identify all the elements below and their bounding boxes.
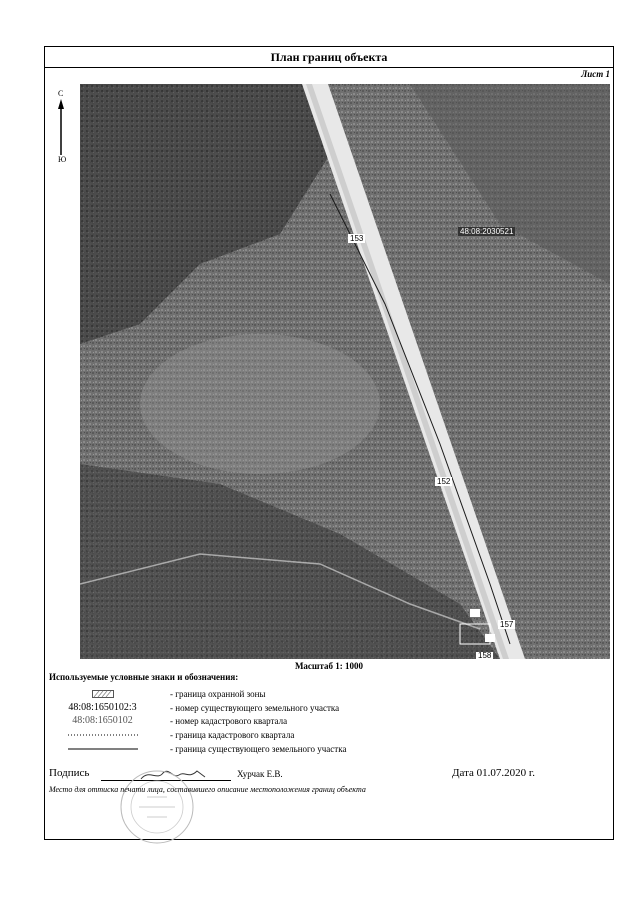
signer-name: Хурчак Е.В. — [237, 769, 283, 779]
legend-text: - номер существующего земельного участка — [170, 703, 340, 713]
dotted-line-icon — [45, 729, 160, 741]
signature-date: Дата 01.07.2020 г. — [452, 767, 535, 779]
legend-symbol-quarter: 48:08:1650102 — [72, 715, 133, 726]
map-label: 153 — [350, 234, 364, 243]
page-title: План границ объекта — [45, 47, 613, 68]
legend-symbol-parcel: 48:08:1650102:3 — [68, 702, 137, 713]
map-label: 158 — [478, 651, 492, 659]
legend-item — [45, 743, 605, 755]
document-frame — [44, 46, 614, 840]
legend-heading: Используемые условные знаки и обозначения: — [49, 672, 239, 682]
legend-text: - граница охранной зоны — [170, 689, 266, 699]
legend-text: - граница существующего земельного участка — [170, 744, 347, 754]
compass-south: Ю — [58, 155, 67, 164]
satellite-map — [80, 84, 610, 659]
sheet-number: Лист 1 — [581, 69, 610, 79]
north-arrow — [55, 89, 77, 169]
stamp-placement-note: Место для оттиска печати лица, составившего описание местоположения границ объекта — [49, 785, 366, 794]
legend-item — [45, 729, 605, 741]
compass-north: С — [58, 89, 64, 98]
legend-text: - номер кадастрового квартала — [170, 716, 288, 726]
signature-label: Подпись — [49, 767, 90, 779]
solid-line-icon — [45, 743, 160, 755]
seal-stamp — [117, 767, 197, 847]
legend-item — [45, 688, 605, 700]
cadastral-quarter-label: 48:08:2030521 — [460, 227, 514, 236]
hatched-box-icon — [45, 688, 160, 700]
map-label: 157 — [500, 620, 514, 629]
legend-text: - граница кадастрового квартала — [170, 730, 295, 740]
map-scale: Масштаб 1: 1000 — [294, 661, 364, 671]
map-label: 152 — [437, 477, 451, 486]
legend-item — [45, 702, 605, 714]
legend-item — [45, 715, 605, 727]
